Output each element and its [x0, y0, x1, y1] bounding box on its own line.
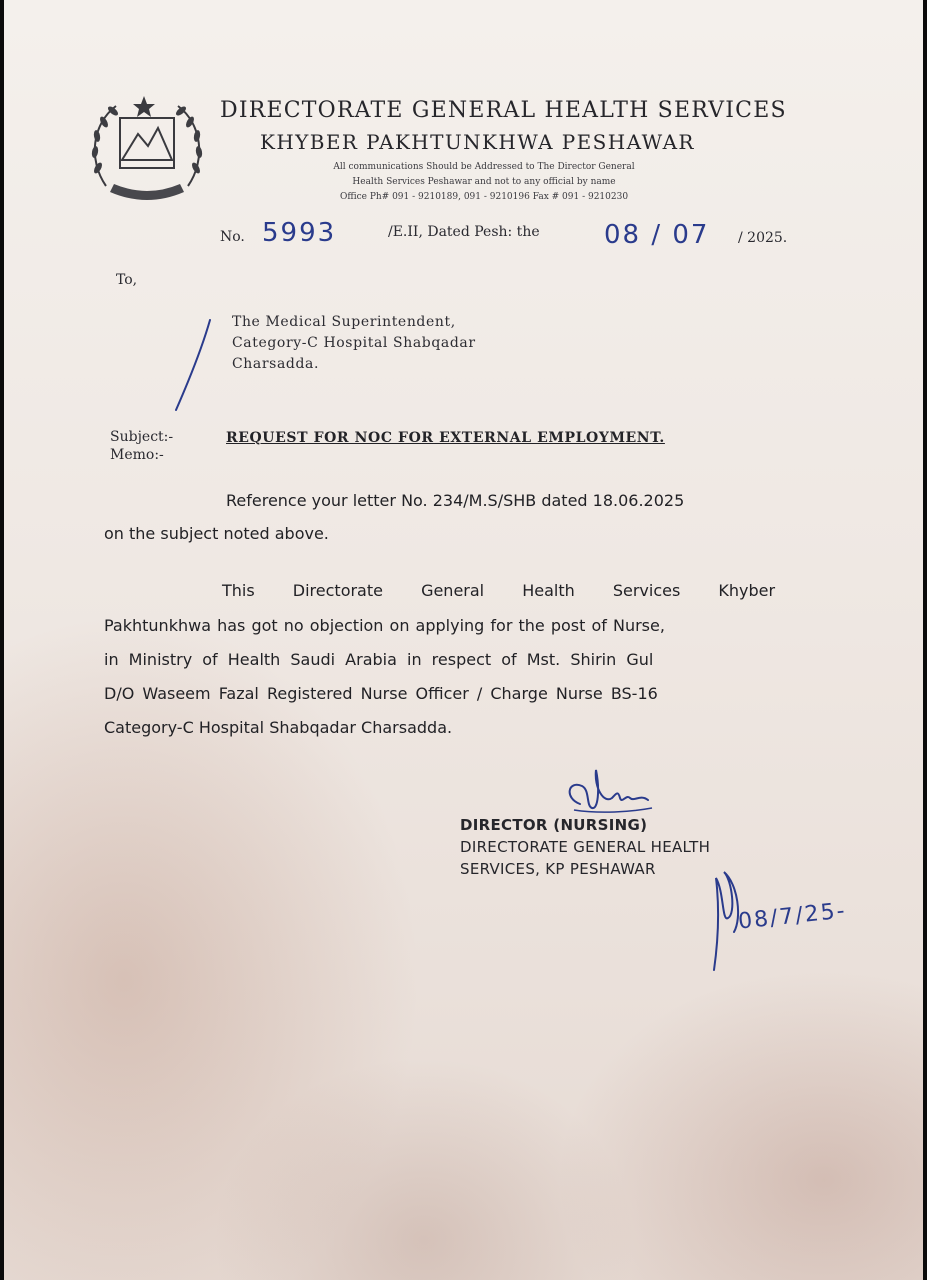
handwritten-signature-icon	[560, 764, 660, 820]
reference-year: / 2025.	[738, 230, 788, 246]
reference-number-handwritten: 5993	[262, 218, 337, 248]
letter-page	[4, 0, 923, 1280]
to-label: To,	[116, 272, 138, 288]
signatory-office: DIRECTORATE GENERAL HEALTH	[460, 838, 711, 856]
initials-date-handwritten: 08/7/25-	[736, 898, 848, 935]
body-paragraph-line: D/O Waseem Fazal Registered Nurse Officer / Charge Nurse BS-16	[104, 684, 658, 703]
letterhead-note-line: Office Ph# 091 - 9210189, 091 - 9210196 Fax # 091 - 9210230	[339, 192, 629, 202]
reference-suffix: /E.II, Dated Pesh: the	[388, 224, 540, 240]
reference-date-handwritten: 08 / 07	[604, 220, 710, 250]
reference-no-label: No.	[220, 229, 245, 245]
body-paragraph-line: Category-C Hospital Shabqadar Charsadda.	[104, 718, 453, 737]
recipient-line: The Medical Superintendent,	[232, 314, 456, 330]
letterhead-subtitle: KHYBER PAKHTUNKHWA PESHAWAR	[260, 130, 695, 154]
body-paragraph-line: in Ministry of Health Saudi Arabia in respect of Mst. Shirin Gul	[104, 650, 654, 669]
letterhead-note-line: Health Services Peshawar and not to any official by name	[352, 177, 616, 187]
ink-stroke-mark	[172, 318, 214, 414]
para1-line1: Reference your letter No. 234/M.S/SHB dated 18.06.2025	[226, 491, 685, 510]
body-paragraph-line: Pakhtunkhwa has got no objection on applying for the post of Nurse,	[104, 616, 665, 635]
memo-label-text: Memo:-	[110, 447, 164, 463]
subject-label-text: Subject:-	[110, 429, 174, 445]
body-paragraph-line: on the subject noted above.	[104, 524, 329, 543]
signatory-office: SERVICES, KP PESHAWAR	[460, 860, 656, 878]
recipient-line: Charsadda.	[232, 356, 320, 372]
body-paragraph-line	[226, 491, 802, 510]
signatory-title: DIRECTOR (NURSING)	[460, 816, 648, 834]
recipient-line: Category-C Hospital Shabqadar	[232, 335, 476, 351]
subject-label	[110, 428, 173, 464]
subject-text: REQUEST FOR NOC FOR EXTERNAL EMPLOYMENT.	[226, 430, 665, 446]
body-paragraph-line: This Directorate General Health Services Khyber	[222, 581, 776, 600]
government-seal-icon	[86, 88, 208, 212]
letterhead-note-line: All communications Should be Addressed to The Director General	[333, 162, 635, 172]
letterhead-title: DIRECTORATE GENERAL HEALTH SERVICES	[220, 98, 787, 123]
